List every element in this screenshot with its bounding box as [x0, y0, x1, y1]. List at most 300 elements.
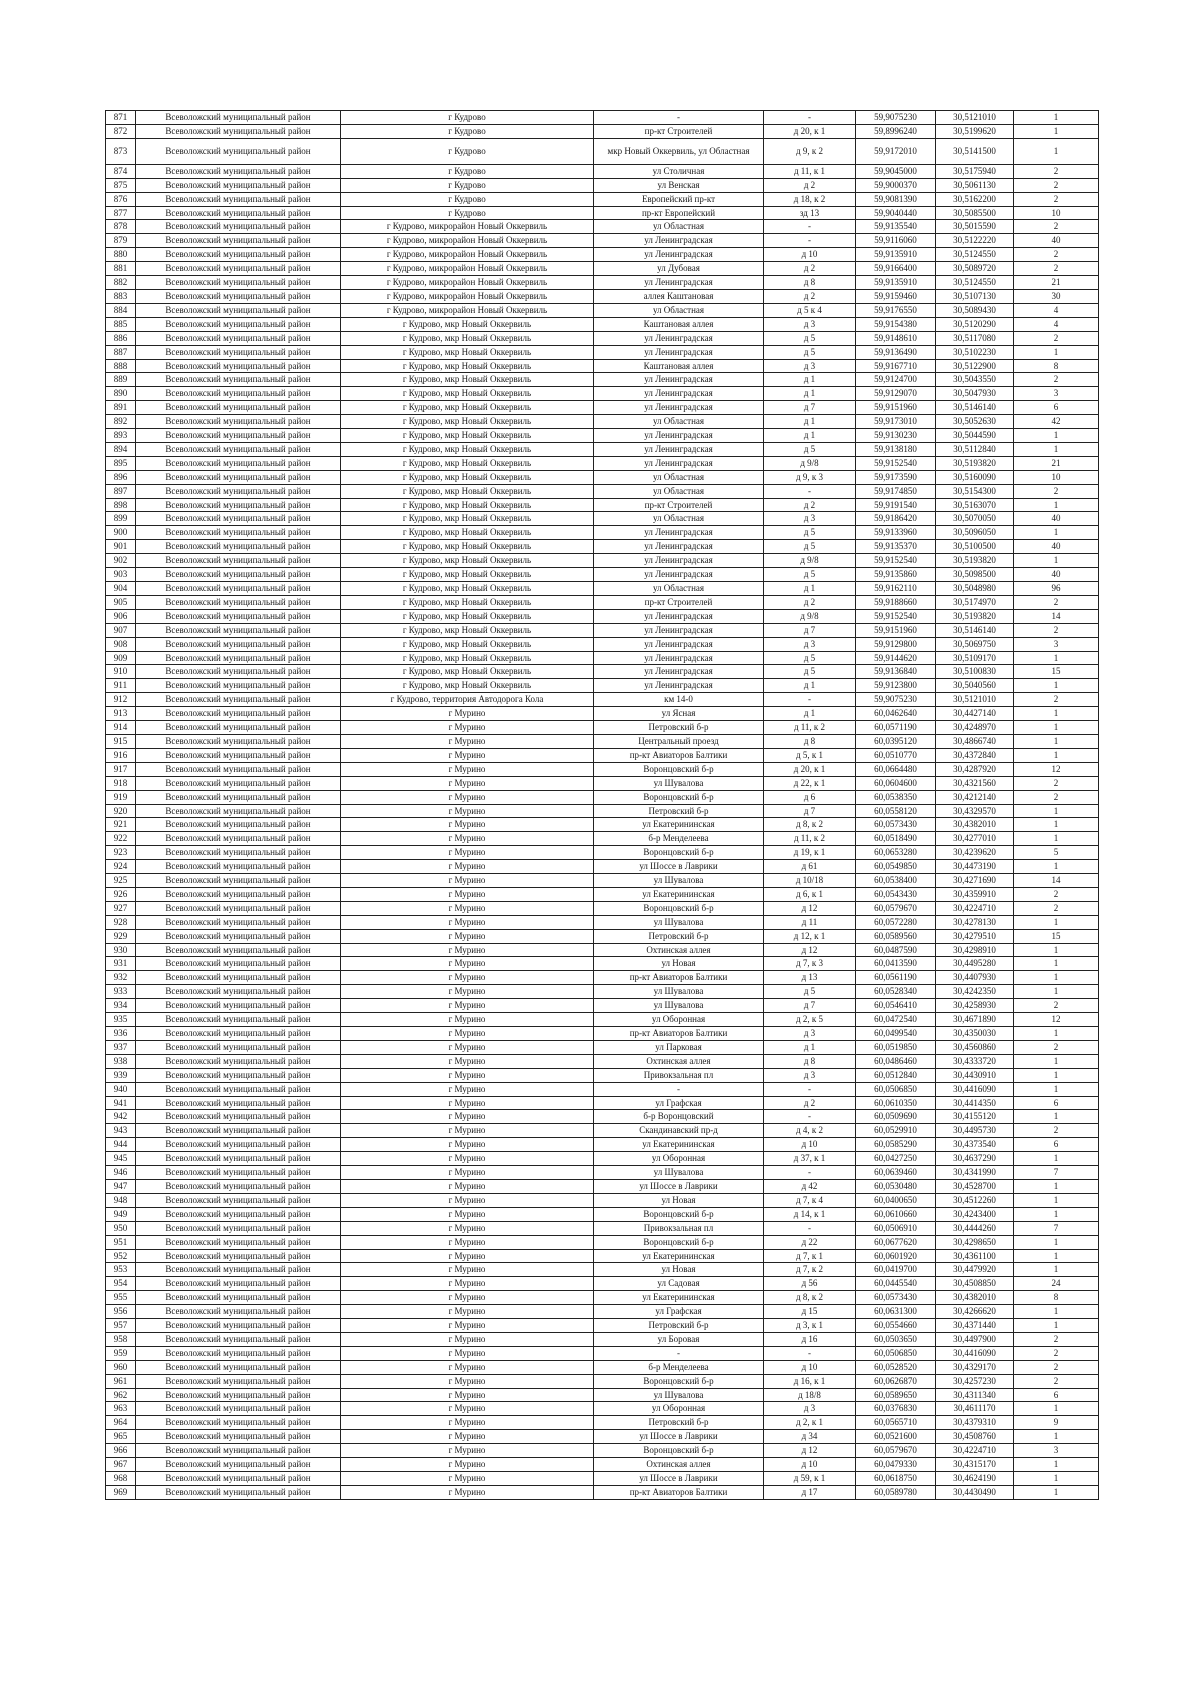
house-cell: д 5: [764, 345, 856, 359]
settlement-cell: г Мурино: [341, 1388, 594, 1402]
settlement-cell: г Мурино: [341, 887, 594, 901]
latitude-cell: 60,0509690: [856, 1110, 936, 1124]
row-number: 886: [106, 331, 136, 345]
table-row: [106, 832, 1099, 846]
settlement-cell: г Мурино: [341, 1291, 594, 1305]
district-cell: Всеволожский муниципальный район: [136, 345, 341, 359]
longitude-cell: 30,5098500: [936, 568, 1014, 582]
settlement-cell: г Кудрово, территория Автодорога Кола: [341, 693, 594, 707]
longitude-cell: 30,4224710: [936, 901, 1014, 915]
latitude-cell: 60,0506910: [856, 1221, 936, 1235]
table-row: [106, 220, 1099, 234]
count-cell: 1: [1014, 971, 1099, 985]
longitude-cell: 30,4266620: [936, 1305, 1014, 1319]
house-cell: д 1: [764, 582, 856, 596]
longitude-cell: 30,4373540: [936, 1138, 1014, 1152]
table-row: [106, 1277, 1099, 1291]
house-cell: д 7: [764, 623, 856, 637]
district-cell: Всеволожский муниципальный район: [136, 762, 341, 776]
row-number: 943: [106, 1124, 136, 1138]
latitude-cell: 60,0558120: [856, 804, 936, 818]
settlement-cell: г Мурино: [341, 1207, 594, 1221]
row-number: 959: [106, 1346, 136, 1360]
street-cell: ул Шувалова: [594, 776, 764, 790]
count-cell: 2: [1014, 1346, 1099, 1360]
house-cell: д 6, к 1: [764, 887, 856, 901]
count-cell: 2: [1014, 776, 1099, 790]
longitude-cell: 30,4379310: [936, 1416, 1014, 1430]
table-row: [106, 303, 1099, 317]
latitude-cell: 60,0499540: [856, 1027, 936, 1041]
street-cell: ул Ленинградская: [594, 234, 764, 248]
row-number: 921: [106, 818, 136, 832]
street-cell: ул Шувалова: [594, 999, 764, 1013]
latitude-cell: 60,0529910: [856, 1124, 936, 1138]
street-cell: ул Садовая: [594, 1277, 764, 1291]
settlement-cell: г Кудрово, мкр Новый Оккервиль: [341, 554, 594, 568]
district-cell: Всеволожский муниципальный район: [136, 248, 341, 262]
table-row: [106, 623, 1099, 637]
row-number: 890: [106, 387, 136, 401]
row-number: 871: [106, 111, 136, 125]
row-number: 925: [106, 874, 136, 888]
latitude-cell: 59,9151960: [856, 401, 936, 415]
street-cell: ул Екатерининская: [594, 1249, 764, 1263]
latitude-cell: 60,0519850: [856, 1040, 936, 1054]
house-cell: д 7, к 4: [764, 1193, 856, 1207]
longitude-cell: 30,5154300: [936, 484, 1014, 498]
longitude-cell: 30,4333720: [936, 1054, 1014, 1068]
settlement-cell: г Мурино: [341, 846, 594, 860]
count-cell: 7: [1014, 1221, 1099, 1235]
street-cell: ул Ленинградская: [594, 276, 764, 290]
house-cell: д 5: [764, 665, 856, 679]
table-row: [106, 1054, 1099, 1068]
street-cell: -: [594, 1082, 764, 1096]
longitude-cell: 30,4271690: [936, 874, 1014, 888]
latitude-cell: 59,9172010: [856, 138, 936, 164]
longitude-cell: 30,4315170: [936, 1458, 1014, 1472]
house-cell: д 9/8: [764, 456, 856, 470]
district-cell: Всеволожский муниципальный район: [136, 804, 341, 818]
street-cell: Петровский б-р: [594, 804, 764, 818]
table-row: [106, 721, 1099, 735]
row-number: 926: [106, 887, 136, 901]
table-row: [106, 387, 1099, 401]
longitude-cell: 30,5107130: [936, 289, 1014, 303]
house-cell: д 3: [764, 359, 856, 373]
count-cell: 2: [1014, 693, 1099, 707]
house-cell: д 16: [764, 1332, 856, 1346]
street-cell: пр-кт Европейский: [594, 206, 764, 220]
street-cell: км 14-0: [594, 693, 764, 707]
table-row: [106, 943, 1099, 957]
district-cell: Всеволожский муниципальный район: [136, 540, 341, 554]
longitude-cell: 30,4560860: [936, 1040, 1014, 1054]
table-row: [106, 860, 1099, 874]
district-cell: Всеволожский муниципальный район: [136, 429, 341, 443]
settlement-cell: г Мурино: [341, 1027, 594, 1041]
settlement-cell: г Мурино: [341, 1138, 594, 1152]
row-number: 965: [106, 1430, 136, 1444]
table-row: [106, 1193, 1099, 1207]
row-number: 872: [106, 124, 136, 138]
street-cell: ул Областная: [594, 582, 764, 596]
latitude-cell: 60,0400650: [856, 1193, 936, 1207]
latitude-cell: 59,9075230: [856, 693, 936, 707]
row-number: 935: [106, 1013, 136, 1027]
house-cell: д 1: [764, 387, 856, 401]
house-cell: д 2: [764, 262, 856, 276]
row-number: 955: [106, 1291, 136, 1305]
row-number: 902: [106, 554, 136, 568]
count-cell: 1: [1014, 1472, 1099, 1486]
table-row: [106, 1221, 1099, 1235]
table-row: [106, 1124, 1099, 1138]
latitude-cell: 60,0512840: [856, 1068, 936, 1082]
latitude-cell: 59,9135910: [856, 276, 936, 290]
house-cell: д 7: [764, 804, 856, 818]
settlement-cell: г Кудрово, микрорайон Новый Оккервиль: [341, 220, 594, 234]
table-row: [106, 276, 1099, 290]
settlement-cell: г Кудрово: [341, 192, 594, 206]
settlement-cell: г Кудрово, мкр Новый Оккервиль: [341, 582, 594, 596]
count-cell: 1: [1014, 1485, 1099, 1499]
count-cell: 1: [1014, 124, 1099, 138]
table-row: [106, 929, 1099, 943]
house-cell: д 11: [764, 915, 856, 929]
table-row: [106, 776, 1099, 790]
district-cell: Всеволожский муниципальный район: [136, 456, 341, 470]
row-number: 942: [106, 1110, 136, 1124]
district-cell: Всеволожский муниципальный район: [136, 1277, 341, 1291]
table-row: [106, 568, 1099, 582]
table-row: [106, 1027, 1099, 1041]
latitude-cell: 59,9000370: [856, 178, 936, 192]
row-number: 877: [106, 206, 136, 220]
longitude-cell: 30,4637290: [936, 1152, 1014, 1166]
table-row: [106, 985, 1099, 999]
street-cell: ул Шувалова: [594, 915, 764, 929]
row-number: 903: [106, 568, 136, 582]
row-number: 901: [106, 540, 136, 554]
latitude-cell: 60,0589650: [856, 1388, 936, 1402]
settlement-cell: г Мурино: [341, 1054, 594, 1068]
settlement-cell: г Кудрово, мкр Новый Оккервиль: [341, 512, 594, 526]
house-cell: д 5: [764, 331, 856, 345]
table-row: [106, 317, 1099, 331]
district-cell: Всеволожский муниципальный район: [136, 526, 341, 540]
street-cell: ул Шувалова: [594, 874, 764, 888]
settlement-cell: г Мурино: [341, 1193, 594, 1207]
count-cell: 2: [1014, 1332, 1099, 1346]
table-row: [106, 1138, 1099, 1152]
count-cell: 6: [1014, 1138, 1099, 1152]
table-row: [106, 707, 1099, 721]
count-cell: 2: [1014, 901, 1099, 915]
table-row: [106, 206, 1099, 220]
table-row: [106, 554, 1099, 568]
house-cell: д 12: [764, 901, 856, 915]
table-row: [106, 1291, 1099, 1305]
count-cell: 1: [1014, 1263, 1099, 1277]
latitude-cell: 59,9135370: [856, 540, 936, 554]
count-cell: 21: [1014, 276, 1099, 290]
street-cell: ул Графская: [594, 1305, 764, 1319]
table-row: [106, 124, 1099, 138]
street-cell: ул Венская: [594, 178, 764, 192]
latitude-cell: 60,0528520: [856, 1360, 936, 1374]
house-cell: д 8, к 2: [764, 818, 856, 832]
latitude-cell: 60,0510770: [856, 748, 936, 762]
row-number: 961: [106, 1374, 136, 1388]
district-cell: Всеволожский муниципальный район: [136, 289, 341, 303]
table-row: [106, 1402, 1099, 1416]
latitude-cell: 59,9159460: [856, 289, 936, 303]
district-cell: Всеволожский муниципальный район: [136, 637, 341, 651]
row-number: 874: [106, 164, 136, 178]
count-cell: 4: [1014, 317, 1099, 331]
house-cell: -: [764, 234, 856, 248]
latitude-cell: 59,9148610: [856, 331, 936, 345]
latitude-cell: 60,0479330: [856, 1458, 936, 1472]
street-cell: Воронцовский б-р: [594, 1207, 764, 1221]
table-row: [106, 512, 1099, 526]
count-cell: 12: [1014, 762, 1099, 776]
row-number: 897: [106, 484, 136, 498]
row-number: 916: [106, 748, 136, 762]
street-cell: ул Ленинградская: [594, 609, 764, 623]
table-row: [106, 1430, 1099, 1444]
district-cell: Всеволожский муниципальный район: [136, 874, 341, 888]
row-number: 924: [106, 860, 136, 874]
latitude-cell: 60,0419700: [856, 1263, 936, 1277]
house-cell: д 42: [764, 1179, 856, 1193]
count-cell: 1: [1014, 345, 1099, 359]
count-cell: 2: [1014, 1124, 1099, 1138]
settlement-cell: г Кудрово, мкр Новый Оккервиль: [341, 317, 594, 331]
longitude-cell: 30,5040560: [936, 679, 1014, 693]
longitude-cell: 30,5146140: [936, 623, 1014, 637]
district-cell: Всеволожский муниципальный район: [136, 846, 341, 860]
house-cell: д 1: [764, 1040, 856, 1054]
district-cell: Всеволожский муниципальный район: [136, 498, 341, 512]
count-cell: 1: [1014, 526, 1099, 540]
count-cell: 2: [1014, 1040, 1099, 1054]
table-row: [106, 804, 1099, 818]
row-number: 910: [106, 665, 136, 679]
street-cell: Привокзальная пл: [594, 1221, 764, 1235]
street-cell: ул Шувалова: [594, 1166, 764, 1180]
latitude-cell: 60,0506850: [856, 1346, 936, 1360]
count-cell: 8: [1014, 359, 1099, 373]
district-cell: Всеволожский муниципальный район: [136, 957, 341, 971]
table-row: [106, 1179, 1099, 1193]
table-row: [106, 901, 1099, 915]
district-cell: Всеволожский муниципальный район: [136, 665, 341, 679]
district-cell: Всеволожский муниципальный район: [136, 901, 341, 915]
count-cell: 1: [1014, 1054, 1099, 1068]
house-cell: -: [764, 1166, 856, 1180]
house-cell: д 7: [764, 999, 856, 1013]
street-cell: Воронцовский б-р: [594, 790, 764, 804]
longitude-cell: 30,4444260: [936, 1221, 1014, 1235]
district-cell: Всеволожский муниципальный район: [136, 860, 341, 874]
latitude-cell: 59,9129800: [856, 637, 936, 651]
settlement-cell: г Мурино: [341, 1458, 594, 1472]
latitude-cell: 59,9152540: [856, 609, 936, 623]
district-cell: Всеволожский муниципальный район: [136, 1193, 341, 1207]
district-cell: Всеволожский муниципальный район: [136, 790, 341, 804]
row-number: 918: [106, 776, 136, 790]
longitude-cell: 30,5146140: [936, 401, 1014, 415]
house-cell: д 10: [764, 1138, 856, 1152]
longitude-cell: 30,5102230: [936, 345, 1014, 359]
table-row: [106, 1096, 1099, 1110]
street-cell: ул Боровая: [594, 1332, 764, 1346]
row-number: 946: [106, 1166, 136, 1180]
street-cell: ул Областная: [594, 220, 764, 234]
house-cell: д 8: [764, 276, 856, 290]
street-cell: Воронцовский б-р: [594, 901, 764, 915]
settlement-cell: г Мурино: [341, 804, 594, 818]
district-cell: Всеволожский муниципальный район: [136, 138, 341, 164]
longitude-cell: 30,5162200: [936, 192, 1014, 206]
latitude-cell: 59,9135860: [856, 568, 936, 582]
house-cell: д 8: [764, 734, 856, 748]
table-row: [106, 1068, 1099, 1082]
table-row: [106, 164, 1099, 178]
latitude-cell: 60,0445540: [856, 1277, 936, 1291]
table-row: [106, 609, 1099, 623]
latitude-cell: 59,9138180: [856, 442, 936, 456]
count-cell: 1: [1014, 1249, 1099, 1263]
street-cell: Воронцовский б-р: [594, 846, 764, 860]
count-cell: 2: [1014, 220, 1099, 234]
latitude-cell: 60,0486460: [856, 1054, 936, 1068]
street-cell: ул Дубовая: [594, 262, 764, 276]
longitude-cell: 30,4512260: [936, 1193, 1014, 1207]
district-cell: Всеволожский муниципальный район: [136, 387, 341, 401]
street-cell: ул Ленинградская: [594, 442, 764, 456]
house-cell: д 12, к 1: [764, 929, 856, 943]
settlement-cell: г Мурино: [341, 874, 594, 888]
table-body: [106, 111, 1099, 1500]
row-number: 929: [106, 929, 136, 943]
row-number: 966: [106, 1444, 136, 1458]
street-cell: ул Областная: [594, 415, 764, 429]
table-row: [106, 637, 1099, 651]
street-cell: ул Оборонная: [594, 1152, 764, 1166]
row-number: 904: [106, 582, 136, 596]
latitude-cell: 60,0503650: [856, 1332, 936, 1346]
district-cell: Всеволожский муниципальный район: [136, 234, 341, 248]
table-row: [106, 1013, 1099, 1027]
table-row: [106, 1152, 1099, 1166]
district-cell: Всеволожский муниципальный район: [136, 1249, 341, 1263]
table-row: [106, 1472, 1099, 1486]
row-number: 906: [106, 609, 136, 623]
district-cell: Всеволожский муниципальный район: [136, 276, 341, 290]
house-cell: д 6: [764, 790, 856, 804]
latitude-cell: 59,9136840: [856, 665, 936, 679]
street-cell: ул Ленинградская: [594, 248, 764, 262]
latitude-cell: 60,0462640: [856, 707, 936, 721]
latitude-cell: 60,0530480: [856, 1179, 936, 1193]
row-number: 927: [106, 901, 136, 915]
street-cell: б-р Менделеева: [594, 1360, 764, 1374]
district-cell: Всеволожский муниципальный район: [136, 971, 341, 985]
longitude-cell: 30,4258930: [936, 999, 1014, 1013]
longitude-cell: 30,5141500: [936, 138, 1014, 164]
longitude-cell: 30,5124550: [936, 276, 1014, 290]
settlement-cell: г Мурино: [341, 776, 594, 790]
district-cell: Всеволожский муниципальный район: [136, 470, 341, 484]
table-row: [106, 1110, 1099, 1124]
district-cell: Всеволожский муниципальный район: [136, 776, 341, 790]
street-cell: ул Ленинградская: [594, 429, 764, 443]
longitude-cell: 30,4298910: [936, 943, 1014, 957]
settlement-cell: г Кудрово, мкр Новый Оккервиль: [341, 415, 594, 429]
row-number: 938: [106, 1054, 136, 1068]
row-number: 953: [106, 1263, 136, 1277]
count-cell: 1: [1014, 985, 1099, 999]
table-row: [106, 262, 1099, 276]
count-cell: 1: [1014, 943, 1099, 957]
street-cell: ул Ленинградская: [594, 540, 764, 554]
house-cell: д 8, к 2: [764, 1291, 856, 1305]
count-cell: 40: [1014, 540, 1099, 554]
row-number: 963: [106, 1402, 136, 1416]
longitude-cell: 30,5163070: [936, 498, 1014, 512]
row-number: 895: [106, 456, 136, 470]
district-cell: Всеволожский муниципальный район: [136, 943, 341, 957]
district-cell: Всеволожский муниципальный район: [136, 1458, 341, 1472]
table-row: [106, 540, 1099, 554]
street-cell: пр-кт Строителей: [594, 124, 764, 138]
count-cell: 2: [1014, 790, 1099, 804]
row-number: 899: [106, 512, 136, 526]
district-cell: Всеволожский муниципальный район: [136, 693, 341, 707]
longitude-cell: 30,4359910: [936, 887, 1014, 901]
house-cell: д 16, к 1: [764, 1374, 856, 1388]
district-cell: Всеволожский муниципальный район: [136, 595, 341, 609]
house-cell: д 11, к 1: [764, 164, 856, 178]
row-number: 944: [106, 1138, 136, 1152]
row-number: 940: [106, 1082, 136, 1096]
row-number: 928: [106, 915, 136, 929]
settlement-cell: г Кудрово, мкр Новый Оккервиль: [341, 526, 594, 540]
row-number: 907: [106, 623, 136, 637]
row-number: 876: [106, 192, 136, 206]
latitude-cell: 60,0579670: [856, 901, 936, 915]
longitude-cell: 30,4430490: [936, 1485, 1014, 1499]
latitude-cell: 60,0506850: [856, 1082, 936, 1096]
longitude-cell: 30,5121010: [936, 693, 1014, 707]
district-cell: Всеволожский муниципальный район: [136, 1444, 341, 1458]
street-cell: ул Ленинградская: [594, 345, 764, 359]
row-number: 949: [106, 1207, 136, 1221]
settlement-cell: г Мурино: [341, 957, 594, 971]
district-cell: Всеволожский муниципальный район: [136, 1054, 341, 1068]
district-cell: Всеволожский муниципальный район: [136, 1332, 341, 1346]
count-cell: 1: [1014, 1152, 1099, 1166]
house-cell: д 15: [764, 1305, 856, 1319]
longitude-cell: 30,4155120: [936, 1110, 1014, 1124]
house-cell: д 2: [764, 178, 856, 192]
latitude-cell: 59,9191540: [856, 498, 936, 512]
longitude-cell: 30,5160090: [936, 470, 1014, 484]
